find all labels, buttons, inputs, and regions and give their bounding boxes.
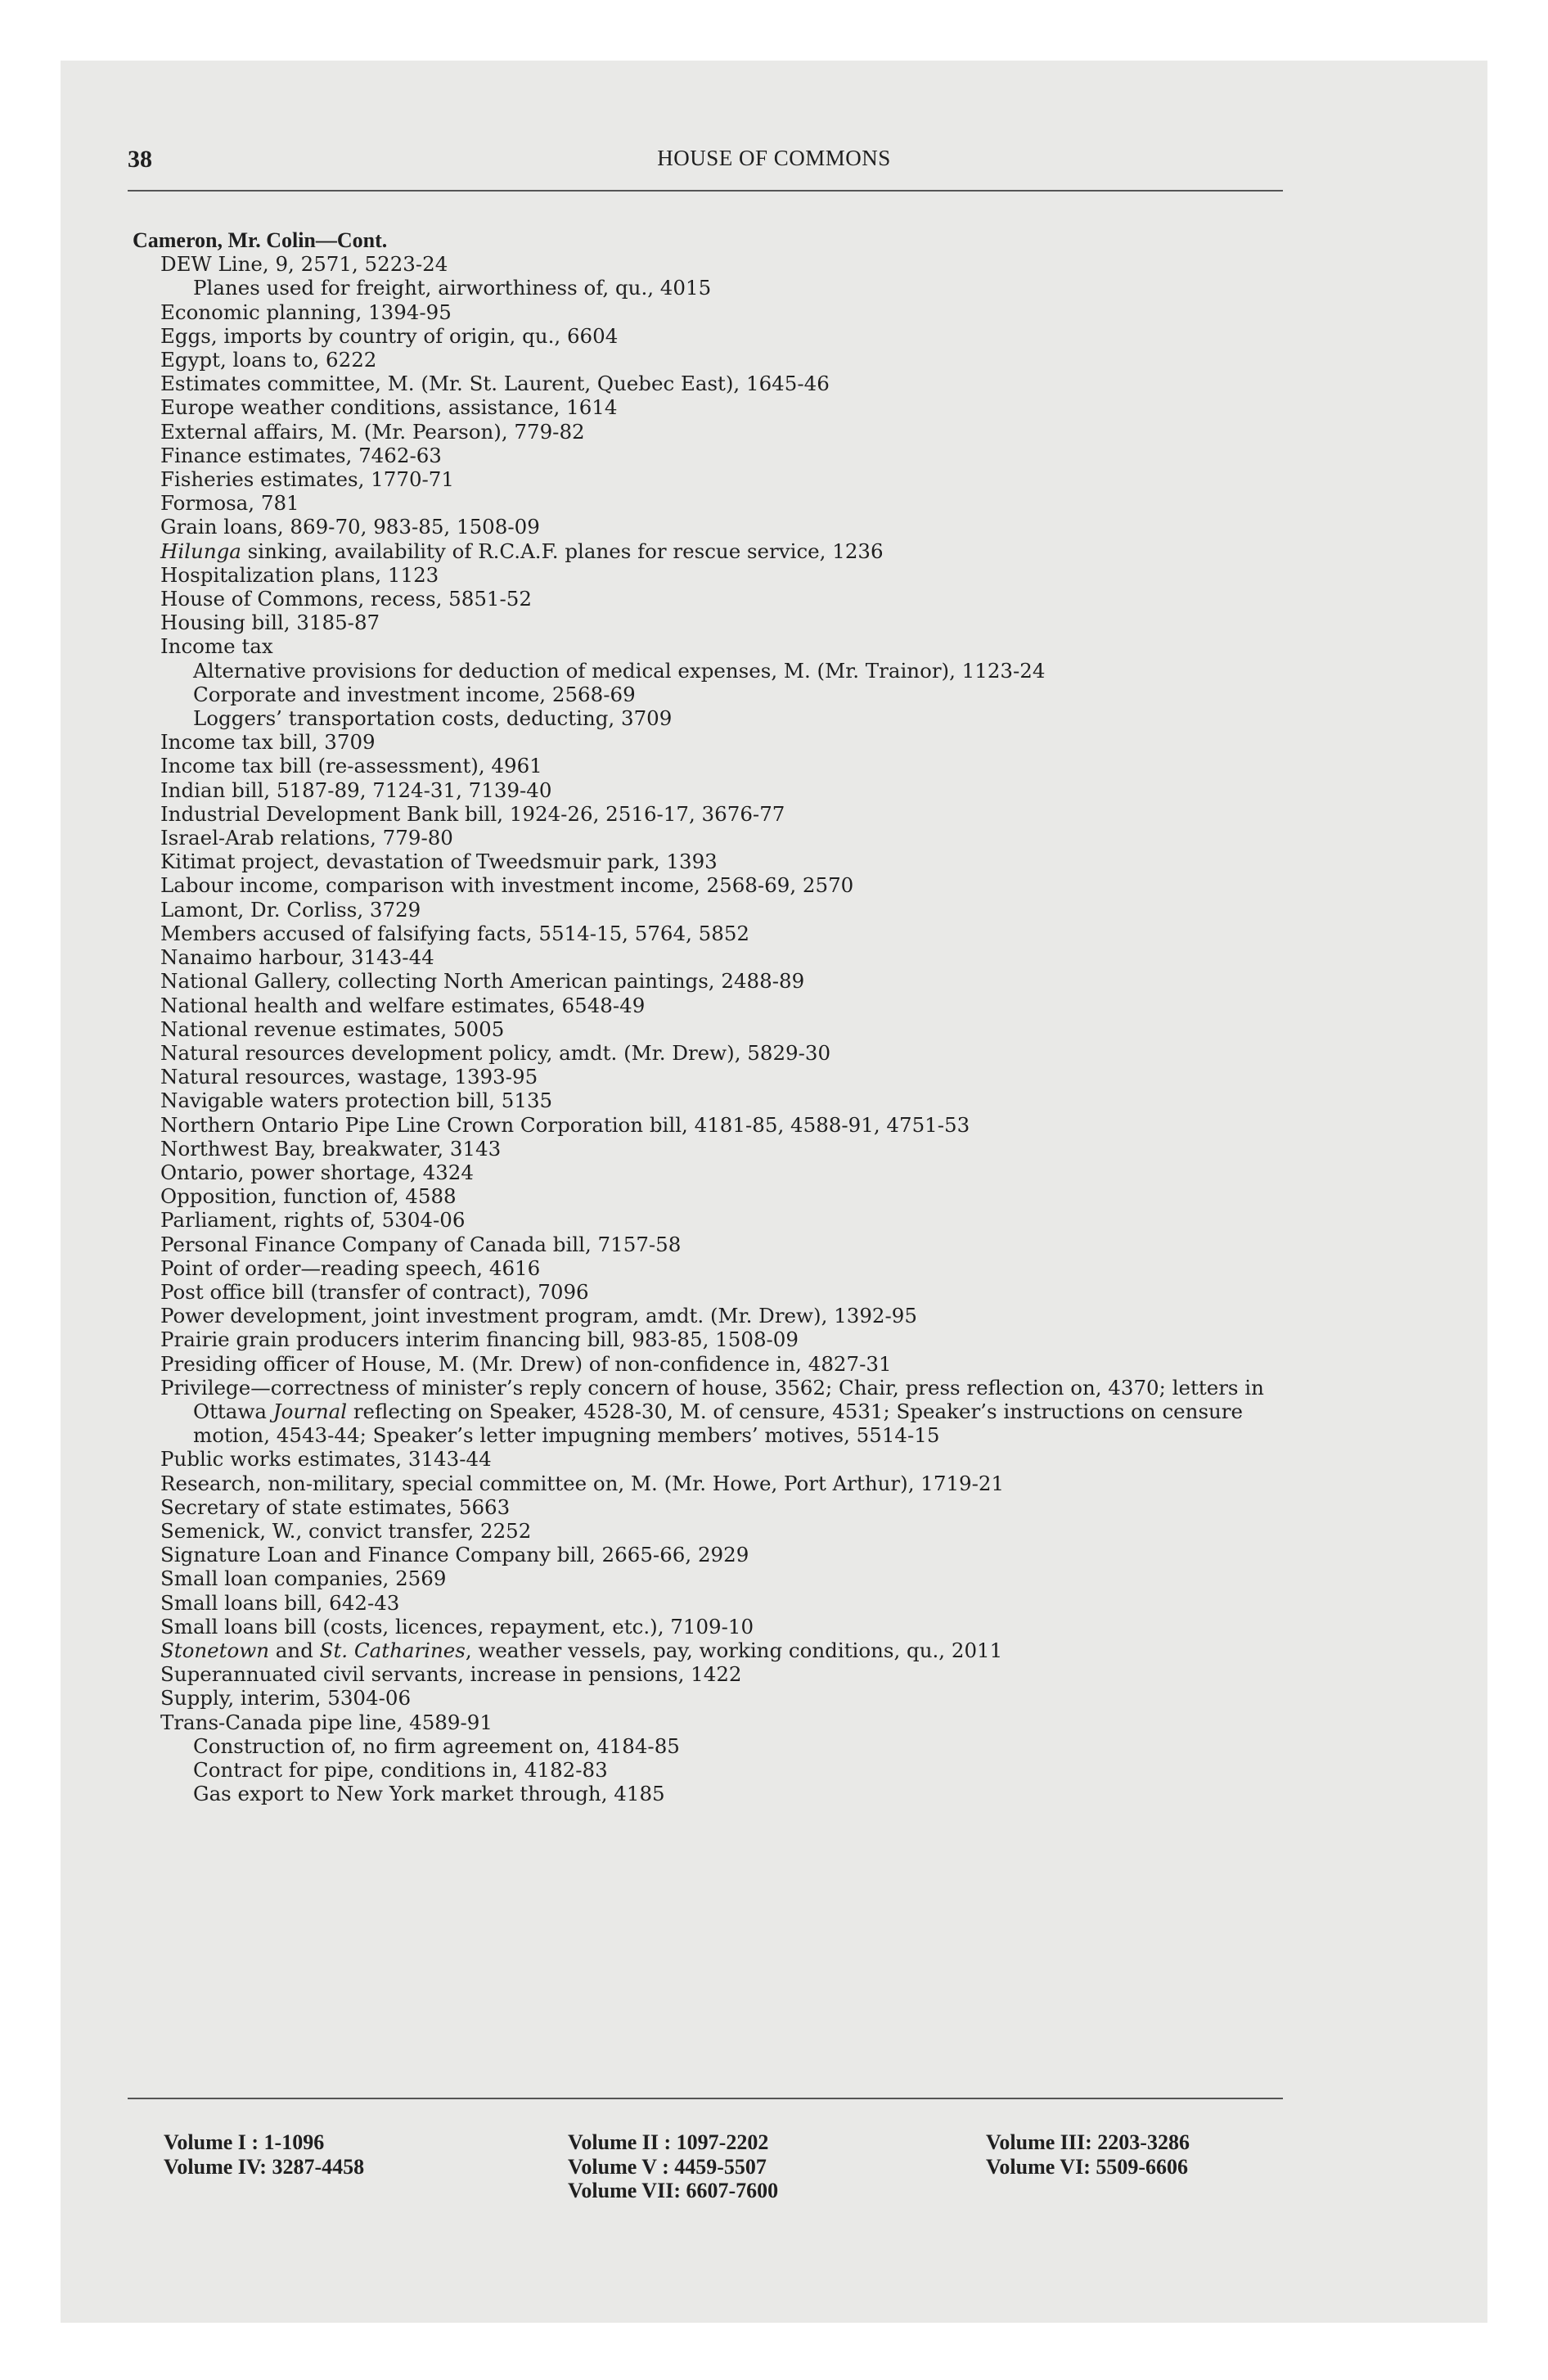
index-entry: Public works estimates, 3143-44	[160, 1447, 492, 1472]
volume-column	[568, 2130, 778, 2203]
ship-name: Stonetown	[160, 1638, 270, 1662]
index-entry: Small loans bill (costs, licences, repayment, etc.), 7109-10	[160, 1614, 754, 1639]
index-entry: Opposition, function of, 4588	[160, 1184, 457, 1209]
index-entry: Supply, interim, 5304-06	[160, 1686, 412, 1711]
footer-rule	[128, 2098, 1283, 2099]
index-subentry: Loggers’ transportation costs, deducting, 3709	[193, 706, 673, 731]
index-subentry: Contract for pipe, conditions in, 4182-83	[193, 1758, 608, 1782]
entry-text: Privilege—correctness of minister’s reply concern of house, 3562; Chair, press reflection on, 4370; letters in Ottawa	[160, 1375, 1264, 1423]
index-entry: Natural resources, wastage, 1393-95	[160, 1065, 538, 1089]
index-entries	[128, 228, 1289, 1805]
entry-text: and	[269, 1638, 320, 1662]
index-entry: Parliament, rights of, 5304-06	[160, 1208, 466, 1233]
index-entry: Lamont, Dr. Corliss, 3729	[160, 897, 421, 922]
index-entry: Natural resources development policy, amdt. (Mr. Drew), 5829-30	[160, 1040, 831, 1065]
index-entry: Egypt, loans to, 6222	[160, 348, 377, 372]
index-entry: Small loans bill, 642-43	[160, 1590, 400, 1615]
index-entry: Northwest Bay, breakwater, 3143	[160, 1136, 502, 1161]
index-entry: Semenick, W., convict transfer, 2252	[160, 1518, 532, 1543]
index-entry: Trans-Canada pipe line, 4589-91	[160, 1710, 493, 1734]
index-entry: Grain loans, 869-70, 983-85, 1508-09	[160, 515, 540, 539]
index-entry: Research, non-military, special committee on, M. (Mr. Howe, Port Arthur), 1719-21	[160, 1471, 1005, 1495]
entry-text: sinking, availability of R.C.A.F. planes for rescue service, 1236	[241, 539, 884, 563]
index-subentry: Construction of, no firm agreement on, 4184-85	[193, 1733, 680, 1758]
running-title: HOUSE OF COMMONS	[657, 146, 891, 170]
index-entry: Post office bill (transfer of contract), 7096	[160, 1279, 589, 1304]
index-entry: Power development, joint investment program, amdt. (Mr. Drew), 1392-95	[160, 1304, 917, 1328]
index-entry: Industrial Development Bank bill, 1924-26, 2516-17, 3676-77	[160, 801, 785, 826]
index-entry: Northern Ontario Pipe Line Crown Corporation bill, 4181-85, 4588-91, 4751-53	[160, 1112, 970, 1137]
index-entry: Finance estimates, 7462-63	[160, 443, 442, 467]
volume-column	[986, 2130, 1190, 2179]
index-entry: Navigable waters protection bill, 5135	[160, 1089, 553, 1113]
ship-name: St. Catharines	[319, 1638, 466, 1662]
index-entry: Ontario, power shortage, 4324	[160, 1160, 474, 1184]
index-entry	[128, 1639, 1289, 1662]
index-entry: Kitimat project, devastation of Tweedsmuir park, 1393	[160, 850, 718, 874]
index-entry: Small loan companies, 2569	[160, 1566, 447, 1591]
index-entry: National revenue estimates, 5005	[160, 1016, 505, 1041]
volume-range: Volume I : 1-1096	[164, 2130, 325, 2154]
index-entry: National Gallery, collecting North American paintings, 2488-89	[160, 969, 805, 994]
newspaper-name: Journal	[272, 1399, 348, 1423]
index-subentry: Alternative provisions for deduction of medical expenses, M. (Mr. Trainor), 1123-24	[193, 658, 1046, 683]
index-entry: Israel-Arab relations, 779-80	[160, 826, 453, 850]
page-number: 38	[128, 146, 152, 173]
index-entry: Income tax bill (re-assessment), 4961	[160, 754, 542, 778]
index-entry: Point of order—reading speech, 4616	[160, 1255, 541, 1280]
index-entry: Economic planning, 1394-95	[160, 300, 452, 324]
index-entry: Income tax bill, 3709	[160, 730, 376, 755]
index-entry	[128, 539, 1289, 563]
volume-range: Volume V : 4459-5507	[568, 2154, 767, 2179]
index-entry: Prairie grain producers interim financing bill, 983-85, 1508-09	[160, 1327, 799, 1352]
index-entry: Income tax	[160, 634, 273, 659]
index-entry: Fisheries estimates, 1770-71	[160, 467, 454, 492]
entry-text: , weather vessels, pay, working conditions, qu., 2011	[465, 1638, 1003, 1662]
volume-range: Volume III: 2203-3286	[986, 2130, 1190, 2154]
index-entry: Eggs, imports by country of origin, qu., 6604	[160, 323, 619, 348]
index-entry-privilege	[128, 1376, 1306, 1448]
index-entry: Members accused of falsifying facts, 5514-15, 5764, 5852	[160, 921, 750, 945]
volume-range: Volume IV: 3287-4458	[164, 2154, 365, 2179]
index-subentry: Corporate and investment income, 2568-69	[193, 682, 636, 706]
index-entry: Personal Finance Company of Canada bill, 7157-58	[160, 1232, 682, 1256]
index-entry: DEW Line, 9, 2571, 5223-24	[160, 252, 448, 277]
index-entry: External affairs, M. (Mr. Pearson), 779-82	[160, 419, 585, 444]
volume-range: Volume VI: 5509-6606	[986, 2154, 1189, 2179]
index-entry: Secretary of state estimates, 5663	[160, 1494, 511, 1519]
index-subentry: Gas export to New York market through, 4185	[193, 1782, 665, 1806]
index-entry: Estimates committee, M. (Mr. St. Laurent, Quebec East), 1645-46	[160, 372, 830, 396]
volume-range: Volume VII: 6607-7600	[568, 2179, 779, 2202]
index-heading: Cameron, Mr. Colin—Cont.	[133, 228, 388, 252]
index-entry: Indian bill, 5187-89, 7124-31, 7139-40	[160, 778, 552, 802]
index-entry: National health and welfare estimates, 6548-49	[160, 993, 646, 1017]
index-entry: Presiding officer of House, M. (Mr. Drew) of non-confidence in, 4827-31	[160, 1351, 892, 1376]
index-entry: Europe weather conditions, assistance, 1614	[160, 395, 618, 420]
volume-column	[164, 2130, 364, 2179]
index-subentry: Planes used for freight, airworthiness of, qu., 4015	[193, 276, 712, 300]
volume-range: Volume II : 1097-2202	[568, 2130, 769, 2154]
header-rule	[128, 190, 1283, 192]
entry-text: reflecting on Speaker, 4528-30, M. of censure, 4531; Speaker’s instructions on censure motion, 4543-44; Speaker’s letter impugning members’ motives, 5514-15	[193, 1399, 1244, 1448]
index-entry: Nanaimo harbour, 3143-44	[160, 945, 434, 970]
ship-name: Hilunga	[160, 539, 241, 563]
index-entry: Labour income, comparison with investment income, 2568-69, 2570	[160, 873, 854, 898]
index-entry: Signature Loan and Finance Company bill, 2665-66, 2929	[160, 1543, 749, 1567]
index-entry: Formosa, 781	[160, 491, 299, 516]
index-entry: Hospitalization plans, 1123	[160, 562, 439, 587]
index-entry: House of Commons, recess, 5851-52	[160, 587, 532, 611]
index-entry: Superannuated civil servants, increase in pensions, 1422	[160, 1662, 742, 1687]
index-entry: Housing bill, 3185-87	[160, 611, 380, 635]
